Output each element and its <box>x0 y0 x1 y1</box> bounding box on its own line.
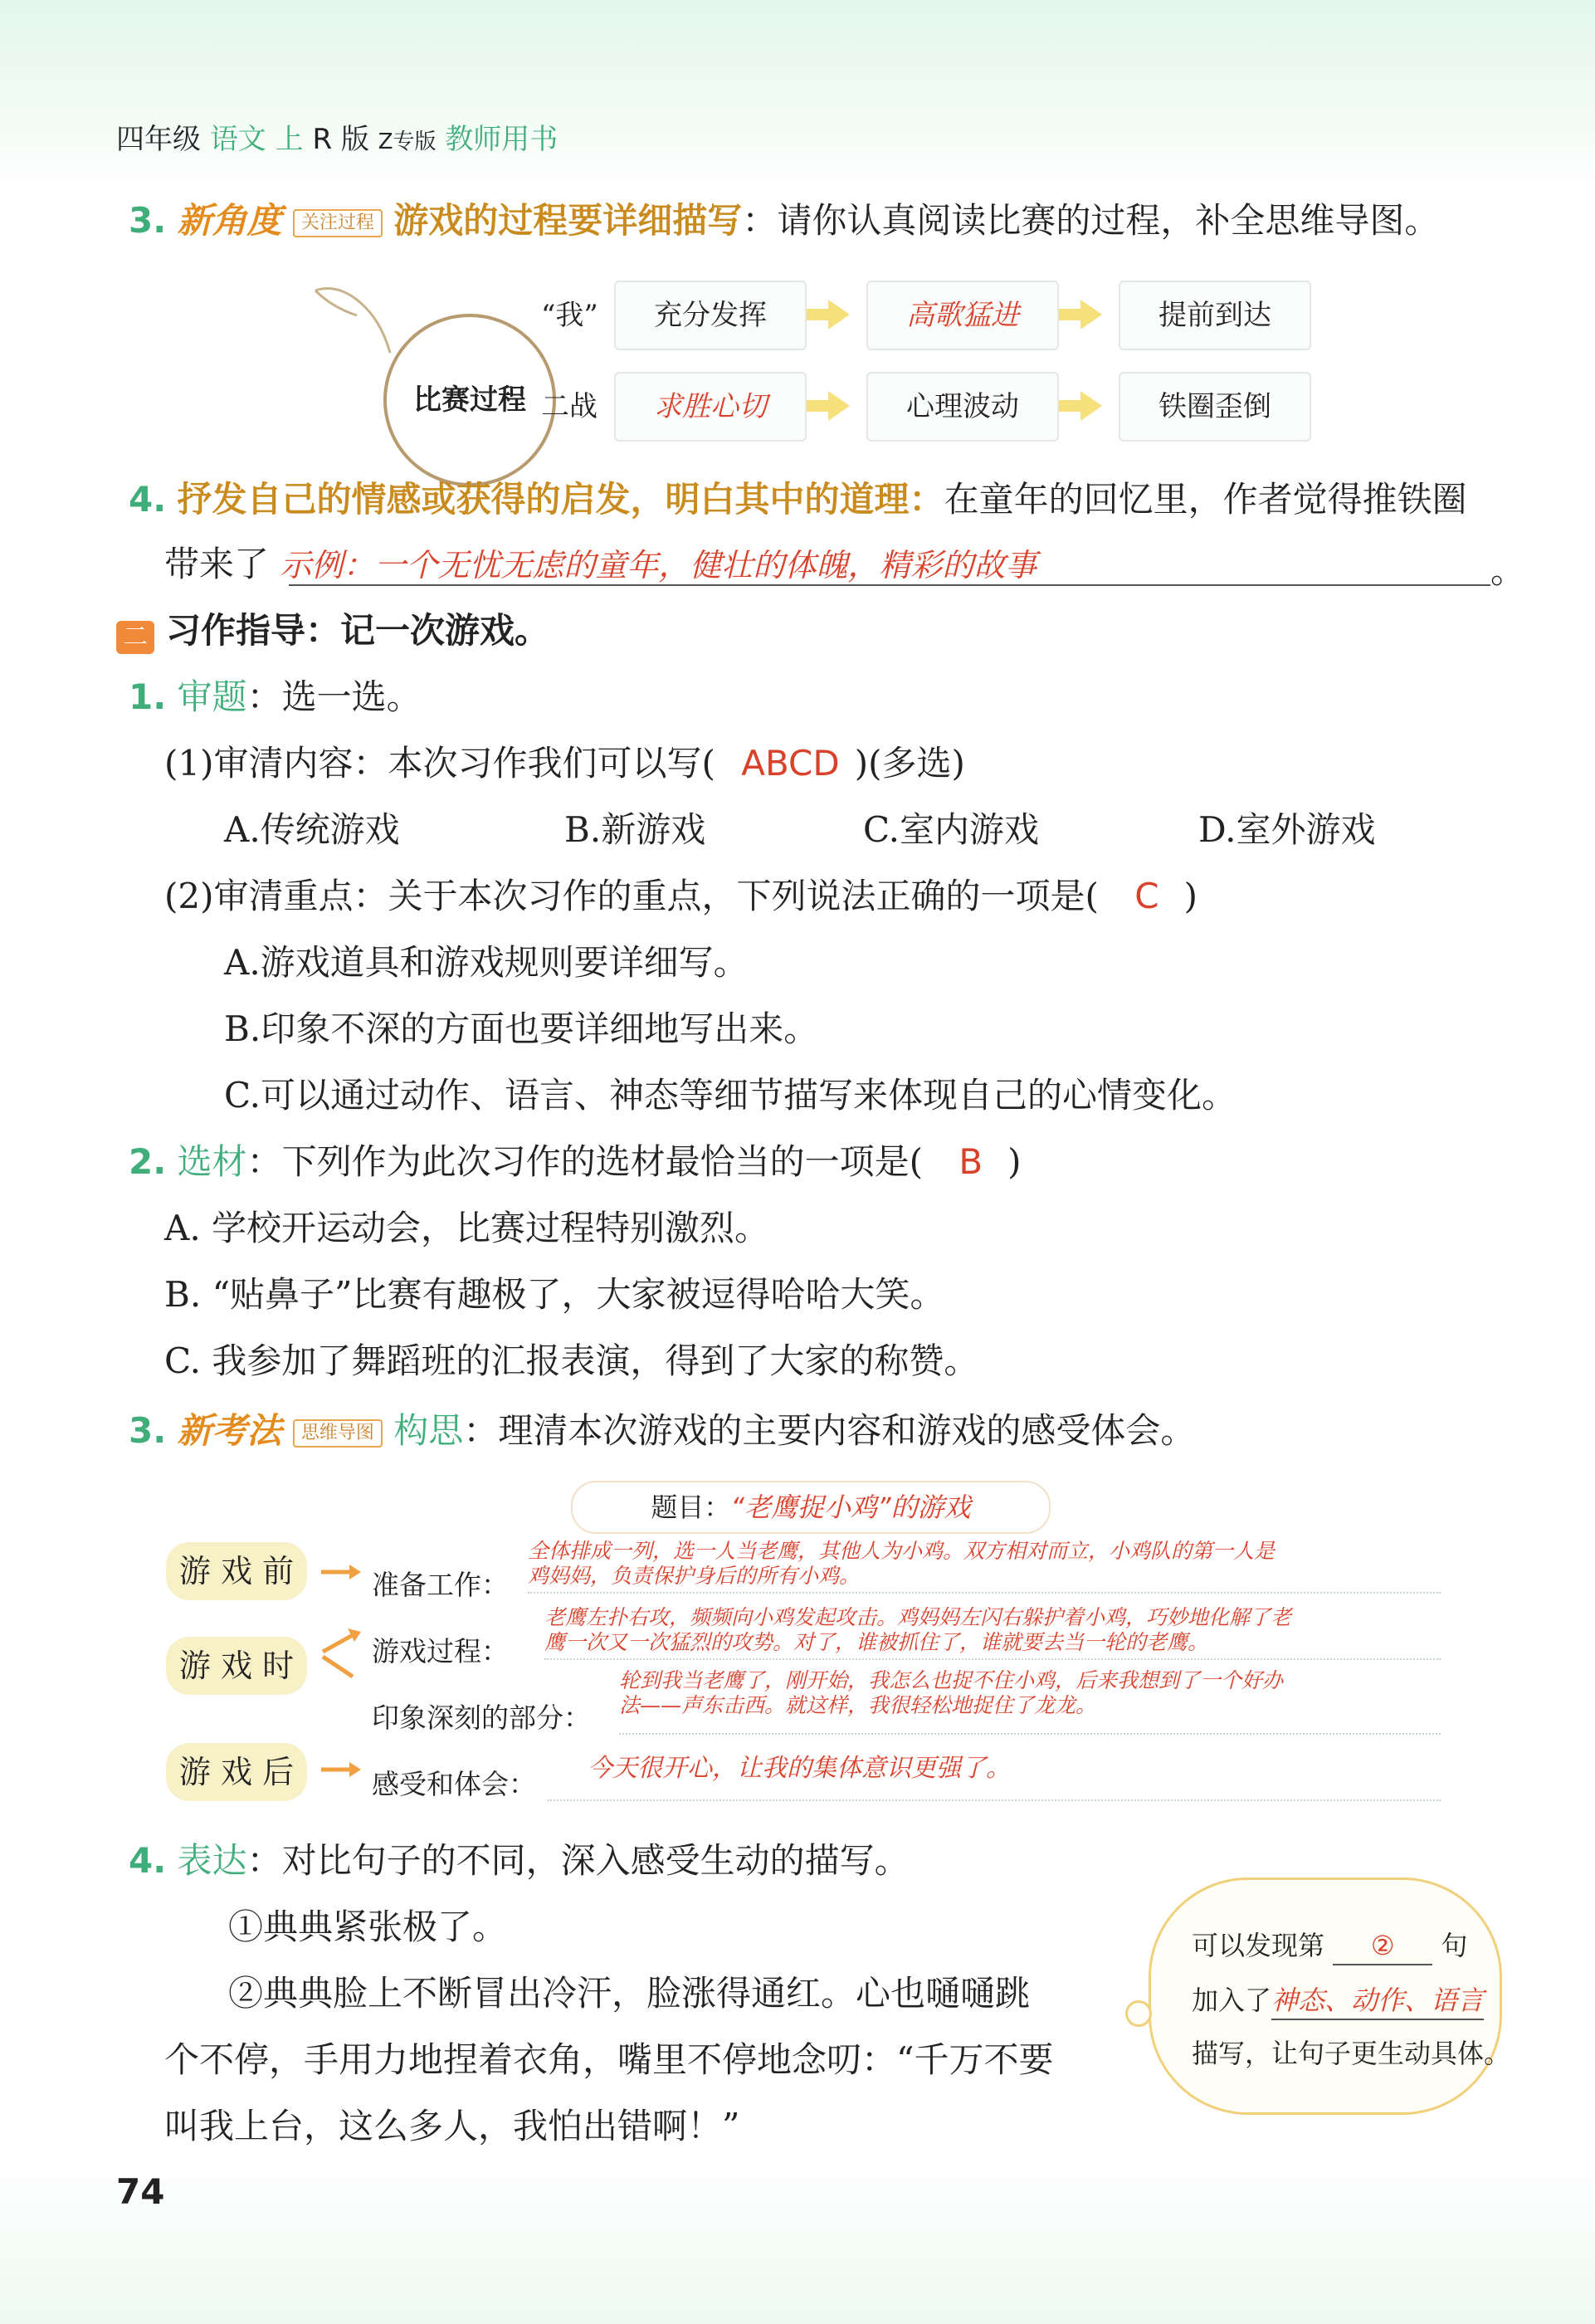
s1-number: 1. <box>129 676 167 717</box>
s1-q1-option-c: C.室内游戏 <box>863 809 1039 850</box>
row1-label: “我” <box>541 299 598 332</box>
arrow <box>1059 309 1082 320</box>
cloud-text1-end: 句 <box>1441 1930 1468 1961</box>
s3-label: 构思 <box>393 1410 464 1451</box>
q4-answer: 示例：一个无忧无虑的童年，健壮的体魄，精彩的故事 <box>280 547 1037 583</box>
q3-new-label-text: 新角度 <box>177 200 282 241</box>
header-subject: 语文 <box>209 123 266 156</box>
s1-q1-option-b: B.新游戏 <box>564 809 706 850</box>
impress-answer-line2: 法——声东击西。就这样，我很轻松地捉住了龙龙。 <box>619 1693 1097 1717</box>
q3-new-label <box>178 200 282 241</box>
q4-line1 <box>129 476 1467 523</box>
s2-end: ) <box>1007 1141 1022 1182</box>
process-label: 游戏过程： <box>372 1635 509 1667</box>
s1-q1-text: (1)审清内容：本次习作我们可以写( <box>164 743 715 784</box>
q3-number: 3. <box>129 200 167 241</box>
feel-label: 感受和体会： <box>372 1768 536 1800</box>
s1-q1 <box>164 740 965 787</box>
s1-q2-option-b: B.印象不深的方面也要详细地写出来。 <box>224 1008 819 1049</box>
cloud-text1: 可以发现第 <box>1192 1930 1325 1961</box>
q4-end: 。 <box>1490 550 1526 591</box>
prep-answer-line1: 全体排成一列，选一人当老鹰，其他人为小鸡。双方相对而立，小鸡队的第一人是 <box>528 1539 1276 1563</box>
header-zmark: Z专版 <box>378 129 437 154</box>
section-two-icon: 二 <box>116 621 154 654</box>
process-answer <box>544 1605 1291 1655</box>
s1-q1-answer: ABCD <box>741 743 840 784</box>
header-edition: R 版 <box>312 123 369 156</box>
s1-label: 审题 <box>177 676 247 717</box>
s1-heading <box>129 674 422 720</box>
row2-box-1: 求胜心切 <box>614 372 807 442</box>
s2-answer: B <box>958 1141 983 1182</box>
arrow <box>807 309 830 320</box>
s1-q2-end: ) <box>1183 876 1197 916</box>
header-grade: 四年级 <box>116 123 201 156</box>
s2-label: 选材 <box>177 1141 247 1182</box>
s3-tag: 思维导图 <box>293 1419 383 1448</box>
s2-text: ：下列作为此次习作的选材最恰当的一项是( <box>246 1141 923 1182</box>
header-book: 教师用书 <box>445 123 558 156</box>
row1-box-1: 充分发挥 <box>614 281 807 350</box>
row2-box-3: 铁圈歪倒 <box>1119 372 1311 442</box>
s3-text: ：理清本次游戏的主要内容和游戏的感受体会。 <box>463 1410 1196 1451</box>
row2-box-2: 心理波动 <box>866 372 1059 442</box>
impress-label: 印象深刻的部分： <box>372 1702 591 1734</box>
s1-q2-option-c: C.可以通过动作、语言、神态等细节描写来体现自己的心情变化。 <box>224 1075 1236 1116</box>
cloud-answer2: 神态、动作、语言 <box>1271 1982 1484 2020</box>
cloud-answer1: ② <box>1333 1927 1432 1965</box>
s1-q1-option-d: D.室外游戏 <box>1198 809 1376 850</box>
dotted-line <box>528 1592 1441 1594</box>
dotted-line <box>544 1658 1441 1660</box>
dotted-line <box>619 1733 1441 1735</box>
prep-answer-line2: 鸡妈妈，负责保护身后的所有小鸡。 <box>528 1564 861 1588</box>
s1-q2 <box>164 873 1197 920</box>
process-answer-line2: 鹰一次又一次猛烈的攻势。对了，谁被抓住了，谁就要去当一轮的老鹰。 <box>544 1630 1209 1654</box>
q4-text2: 带来了 <box>164 544 270 584</box>
arrow <box>1059 400 1082 412</box>
s4-sentence-2-line3: 叫我上台，这么多人，我怕出错啊！” <box>164 2106 740 2146</box>
arrow-head <box>828 300 850 330</box>
s3-topic-text: “老鹰捉小鸡”的游戏 <box>730 1492 971 1523</box>
s4-text: ：对比句子的不同，深入感受生动的描写。 <box>246 1840 910 1881</box>
s2-number: 2. <box>129 1141 167 1182</box>
stage-during: 游 戏 时 <box>166 1637 307 1695</box>
cloud-text2: 加入了 <box>1192 1985 1272 2016</box>
row1-box-3: 提前到达 <box>1119 281 1311 350</box>
stage-before: 游 戏 前 <box>166 1542 307 1600</box>
header-term: 上 <box>275 123 304 156</box>
stage-after: 游 戏 后 <box>166 1743 307 1801</box>
q4-text1: 在童年的回忆里，作者觉得推铁圈 <box>944 479 1467 520</box>
s1-q1-option-a: A.传统游戏 <box>224 809 400 850</box>
q3-title: 游戏的过程要详细描写 <box>393 200 743 241</box>
s4-heading <box>129 1838 910 1884</box>
s1-q2-answer: C <box>1134 876 1159 916</box>
feel-answer: 今天很开心，让我的集体意识更强了。 <box>588 1754 1011 1783</box>
arrow-head <box>1080 300 1102 330</box>
q4-number: 4. <box>129 479 167 520</box>
s1-q1-end: )(多选) <box>854 743 965 784</box>
s2-heading <box>129 1139 1022 1185</box>
hand-icon <box>307 274 407 365</box>
arrow-head <box>828 391 850 421</box>
s4-label: 表达 <box>177 1840 247 1881</box>
q3-heading: 3. 新角度 关注过程 游戏的过程要详细描写：请你认真阅读比赛的过程，补全思维导图。 <box>129 200 1440 241</box>
impress-answer-line1: 轮到我当老鹰了，刚开始，我怎么也捉不住小鸡，后来我想到了一个好办 <box>619 1668 1284 1692</box>
s4-sentence-2-line1: ②典典脸上不断冒出冷汗，脸涨得通红。心也嗵嗵跳 <box>228 1973 1031 2014</box>
process-answer-line1: 老鹰左扑右攻，频频向小鸡发起攻击。鸡妈妈左闪右躲护着小鸡，巧妙地化解了老 <box>544 1605 1292 1629</box>
s3-topic <box>571 1481 1051 1534</box>
s3-heading <box>129 1408 1195 1454</box>
cloud-bubble <box>1125 2000 1152 2027</box>
q4-line2 <box>164 541 1037 588</box>
s2-option-c: C. 我参加了舞蹈班的汇报表演，得到了大家的称赞。 <box>164 1340 979 1381</box>
arrow-head <box>1080 391 1102 421</box>
section-two-title: 习作指导：记一次游戏。 <box>166 610 550 651</box>
page-number: 74 <box>116 2171 165 2212</box>
footer-background <box>0 2158 1595 2324</box>
cloud-line1 <box>1192 1921 1467 1970</box>
prep-label: 准备工作： <box>372 1569 509 1601</box>
mindmap-center: 比赛过程 <box>383 314 556 486</box>
q3-tag: 关注过程 <box>293 209 383 237</box>
q3-text: 请你认真阅读比赛的过程，补全思维导图。 <box>777 200 1440 241</box>
s4-number: 4. <box>129 1840 167 1881</box>
cloud-line2 <box>1192 1975 1484 2025</box>
s1-text: ：选一选。 <box>246 676 422 717</box>
cloud-line3: 描写，让句子更生动具体。 <box>1192 2038 1511 2069</box>
row1-box-2: 高歌猛进 <box>866 281 1059 350</box>
stage-arrows <box>319 1552 369 1801</box>
s3-topic-prefix: 题目： <box>651 1492 731 1523</box>
arrow <box>807 400 830 412</box>
s4-sentence-2-line2: 个不停，手用力地捏着衣角，嘴里不停地念叨：“千万不要 <box>164 2039 1054 2080</box>
prep-answer <box>528 1539 1275 1589</box>
page-header <box>116 116 558 157</box>
q4-title: 抒发自己的情感或获得的启发，明白其中的道理： <box>177 479 944 520</box>
q4-answer-line <box>289 584 1490 586</box>
header-background <box>0 0 1595 191</box>
impress-answer <box>619 1668 1283 1718</box>
dotted-line <box>548 1799 1441 1801</box>
s3-new-label: 新考法 <box>177 1410 282 1451</box>
s3-number: 3. <box>129 1410 167 1451</box>
s1-q2-option-a: A.游戏道具和游戏规则要详细写。 <box>224 942 749 983</box>
s1-q2-text: (2)审清重点：关于本次习作的重点，下列说法正确的一项是( <box>164 876 1099 916</box>
s4-sentence-1: ①典典紧张极了。 <box>228 1907 508 1947</box>
s2-option-b: B. “贴鼻子”比赛有趣极了，大家被逗得哈哈大笑。 <box>164 1274 945 1315</box>
row2-label: 二战 <box>541 390 598 423</box>
s2-option-a: A. 学校开运动会，比赛过程特别激烈。 <box>164 1208 770 1248</box>
